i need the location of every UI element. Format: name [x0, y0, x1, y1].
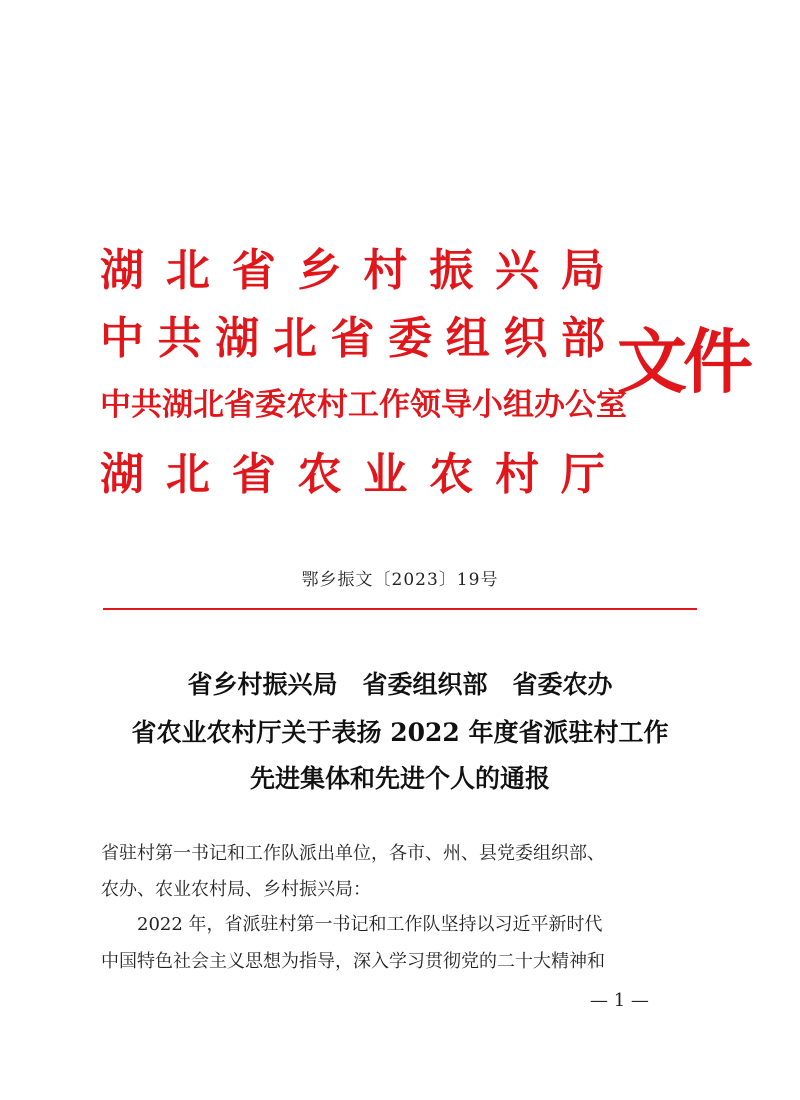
- issuer-char: 中: [100, 387, 131, 423]
- issuer-char: 省: [330, 313, 375, 364]
- issuer-char: 北: [193, 387, 224, 423]
- issuer-char: 业: [363, 449, 408, 500]
- issuer-char: 湖: [215, 313, 260, 364]
- issuer-char: 北: [272, 313, 317, 364]
- issuer-char: 村: [363, 245, 408, 296]
- issuer-line-3: [100, 376, 627, 434]
- issuer-char: 省: [231, 245, 276, 296]
- issuer-char: 公: [565, 387, 596, 423]
- issuer-char: 部: [561, 313, 605, 364]
- issuer-char: 织: [503, 313, 548, 364]
- red-divider: [103, 608, 697, 610]
- issuer-char: 工: [348, 387, 379, 423]
- body-line-4: 中国特色社会主义思想为指导，深入学习贯彻党的二十大精神和: [101, 951, 605, 972]
- issuer-char: 共: [157, 313, 202, 364]
- issuer-char: 兴: [495, 245, 540, 296]
- issuer-char: 共: [131, 387, 162, 423]
- issuer-char: 北: [165, 245, 210, 296]
- issuer-char: 室: [596, 387, 627, 423]
- document-suffix: 文件: [617, 321, 749, 403]
- issuer-char: 中: [100, 313, 144, 364]
- body-line-3: 2022 年，省派驻村第一书记和工作队坚持以习近平新时代: [101, 914, 603, 935]
- issuer-line-2: [100, 310, 605, 368]
- title-line-3: 先进集体和先进个人的通报: [249, 764, 550, 793]
- issuer-char: 村: [317, 387, 348, 423]
- issuer-char: 湖: [100, 245, 144, 296]
- issuer-line-4: [100, 446, 605, 504]
- issuer-char: 委: [255, 387, 286, 423]
- body-line-1: 省驻村第一书记和工作队派出单位，各市、州、县党委组织部、: [101, 843, 605, 864]
- issuer-char: 导: [441, 387, 472, 423]
- title-line-1: 省乡村振兴局 省委组织部 省委农办: [187, 670, 613, 699]
- issuer-char: 作: [379, 387, 410, 423]
- issuer-char: 省: [231, 449, 276, 500]
- issuer-char: 办: [534, 387, 565, 423]
- issuer-char: 北: [165, 449, 210, 500]
- issuer-line-1: [100, 242, 605, 300]
- page-number: — 1 —: [590, 990, 649, 1011]
- body-line-2: 农办、农业农村局、乡村振兴局：: [101, 879, 371, 900]
- issuer-char: 湖: [162, 387, 193, 423]
- issuer-char: 振: [429, 245, 474, 296]
- issuer-char: 局: [560, 245, 605, 296]
- issuer-char: 农: [297, 449, 342, 500]
- issuer-char: 湖: [100, 449, 144, 500]
- issuer-char: 厅: [560, 449, 605, 500]
- issuer-char: 乡: [297, 245, 342, 296]
- document-number: 鄂乡振文〔2023〕19号: [301, 570, 499, 590]
- issuer-char: 组: [445, 313, 490, 364]
- issuer-char: 领: [410, 387, 441, 423]
- issuer-char: 小: [472, 387, 503, 423]
- issuer-char: 农: [429, 449, 474, 500]
- issuer-char: 组: [503, 387, 534, 423]
- issuer-char: 省: [224, 387, 255, 423]
- title-line-2: 省农业农村厅关于表扬 2022 年度省派驻村工作: [131, 718, 669, 747]
- issuer-char: 村: [495, 449, 540, 500]
- issuer-char: 农: [286, 387, 317, 423]
- issuer-char: 委: [388, 313, 433, 364]
